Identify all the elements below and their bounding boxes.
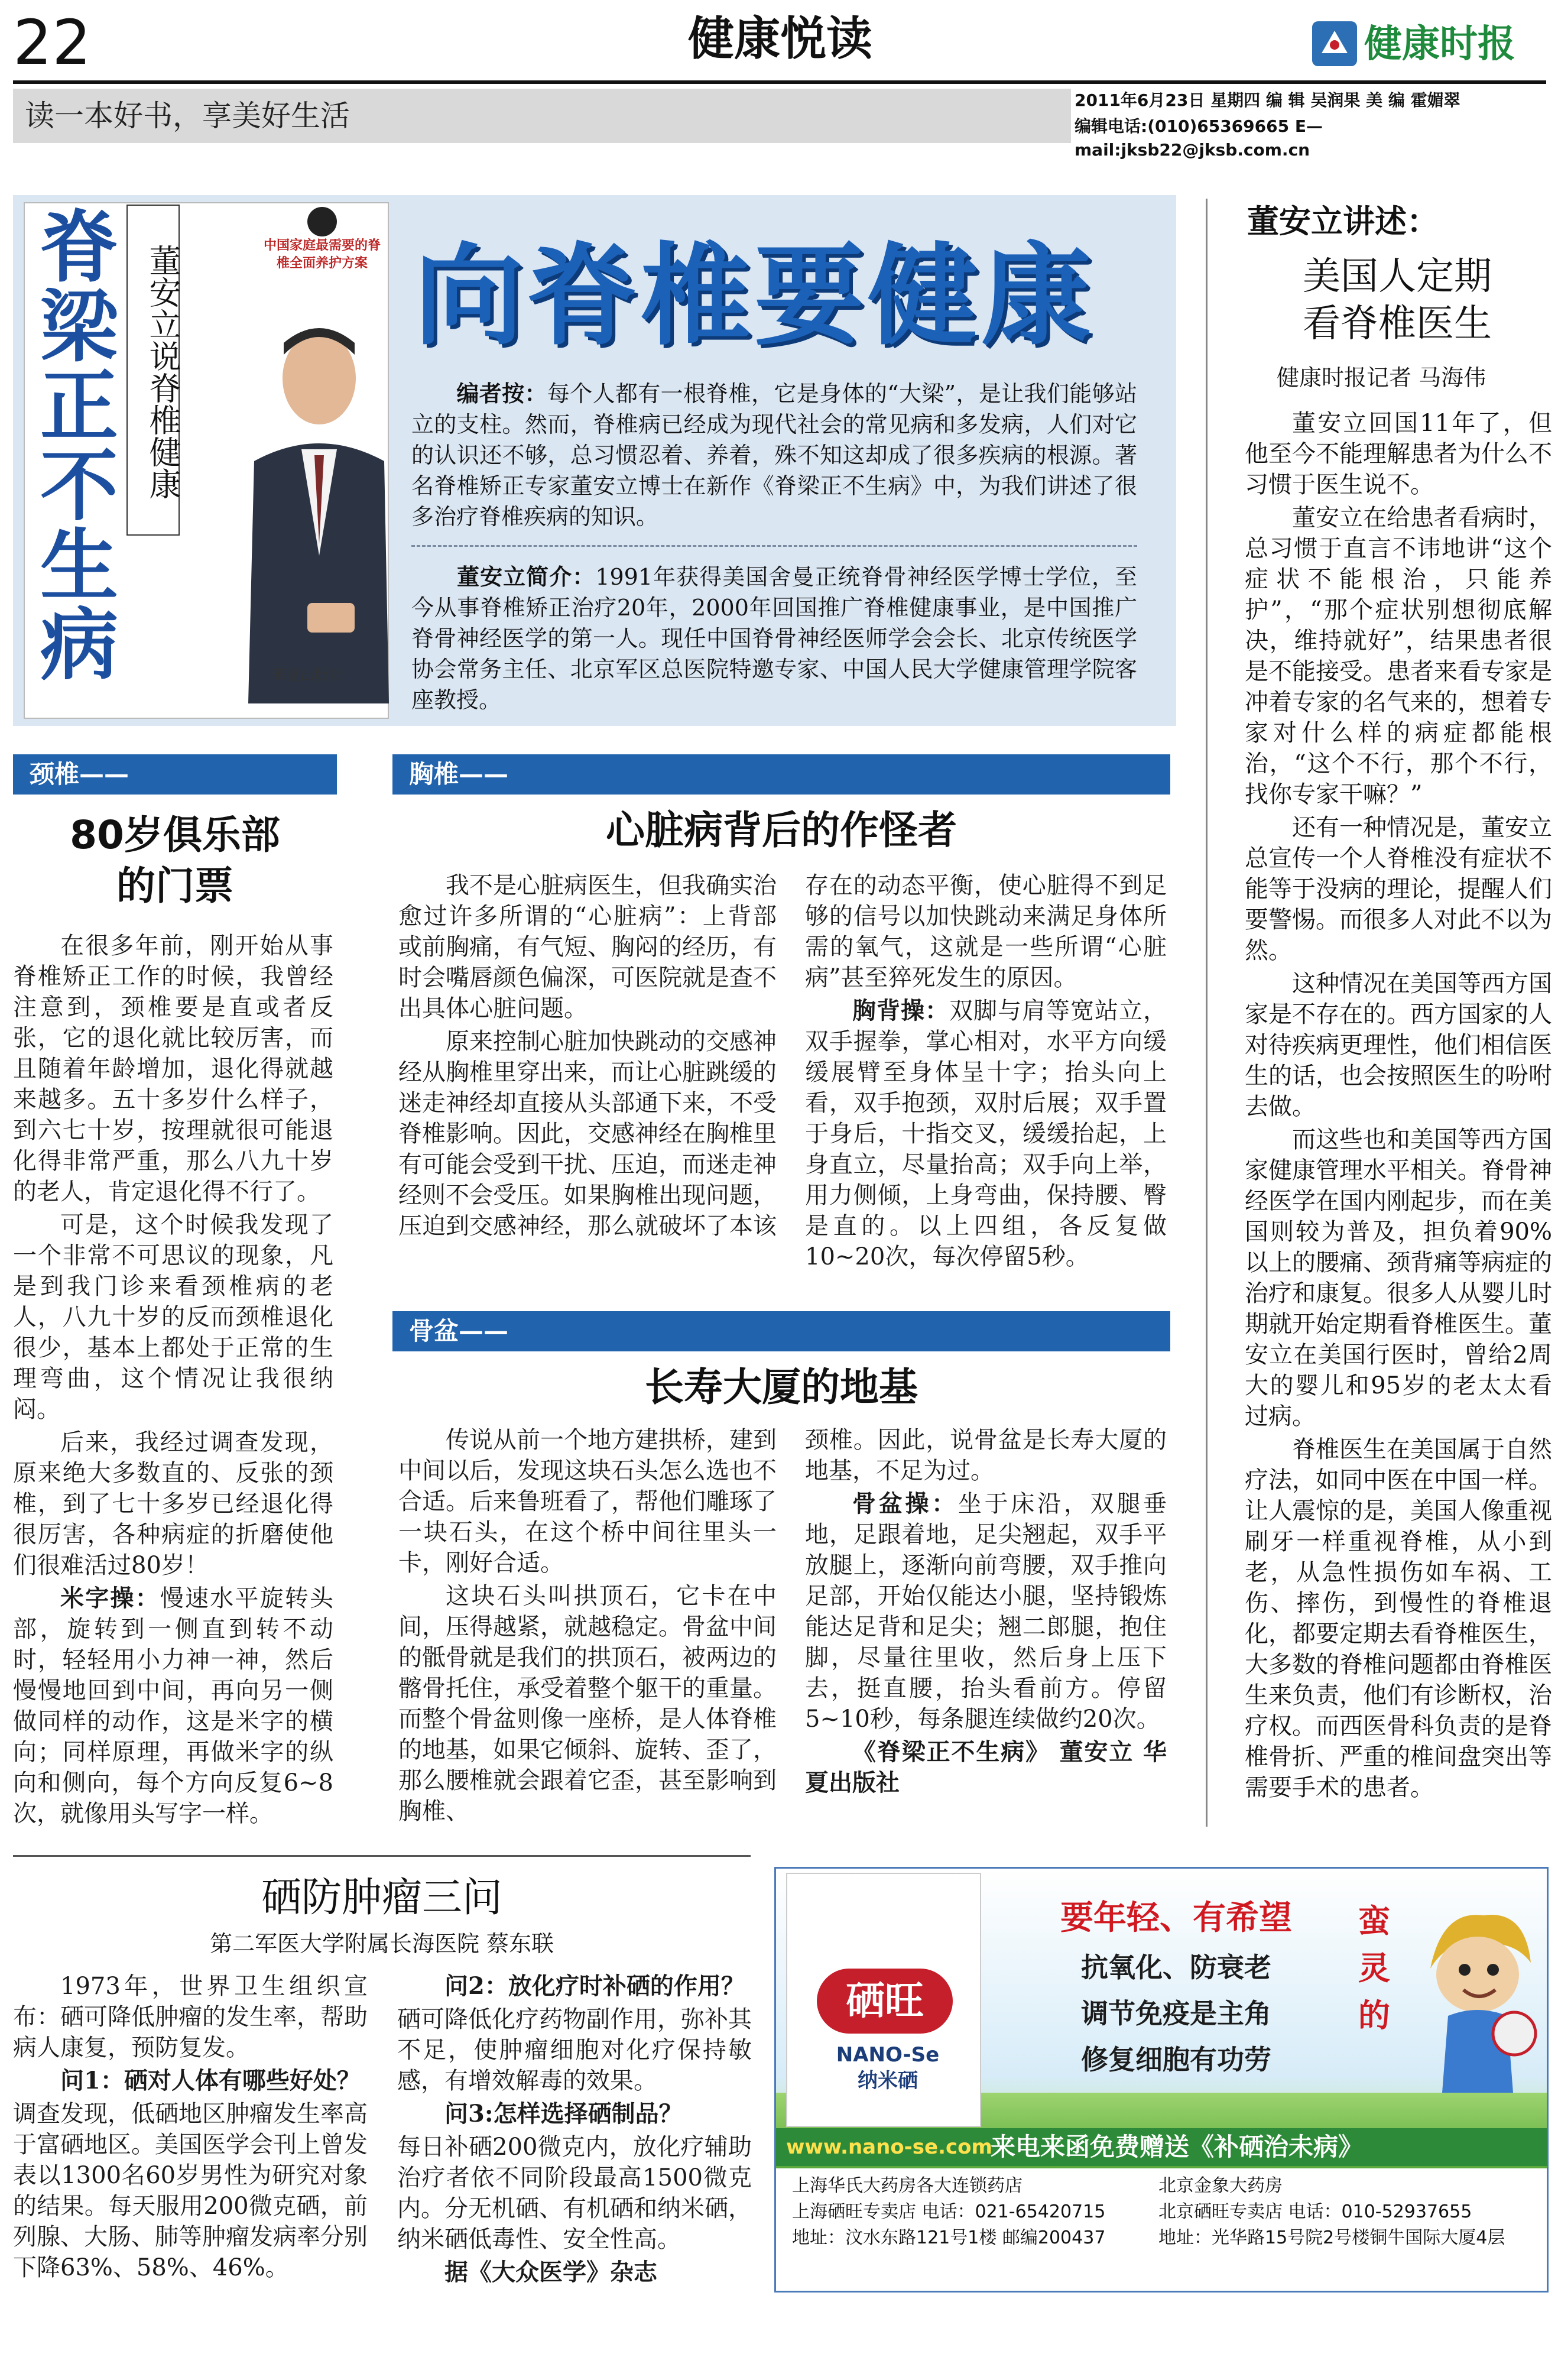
selenium-article-title: 硒防肿瘤三问 — [261, 1875, 502, 1921]
paragraph: 颈椎。因此，说骨盆是长寿大厦的地基，不足为过。 — [805, 1426, 1167, 1484]
author-bio-text: 1991年获得美国舍曼正统脊骨神经医学博士学位，至今从事脊椎矫正治疗20年，2000年回国推广脊椎健康事业，是中国推广脊骨神经医学的第一人。现任中国脊骨神经医师学会会长、北京传统医学协会常务主任、北京军区总医院特邀专家、中国人民大学健康管理学院客座教授。 — [411, 564, 1137, 713]
pelvis-article-col2 — [805, 1425, 1167, 1801]
neck-article-body — [13, 930, 333, 1831]
paragraph: 脊椎医生在美国属于自然疗法，如同中医在中国一样。让人震惊的是，美国人像重视刷牙一样重视脊椎，从小到老，从急性损伤如车祸、工伤、摔伤，到慢性的脊椎退化，都要定期去看脊椎医生，大多数的脊椎问题都由脊椎医生来负责，他们有诊断权，治疗权。而西医骨科负责的是脊椎骨折、严重的椎间盘突出等需要手术的患者。 — [1245, 1436, 1552, 1801]
store-line: 北京硒旺专卖店 电话：010-52937655 — [1158, 2201, 1472, 2222]
right-article-kicker: 董安立讲述： — [1247, 203, 1439, 240]
paragraph: 董安立回国11年了，但他至今不能理解患者为什么不习惯于医生说不。 — [1245, 410, 1552, 498]
ad-promo-text: 来电来函免费赠送《补硒治未病》 — [991, 2132, 1364, 2161]
title-line: 的门票 — [116, 863, 233, 909]
paragraph: 原来控制心脏加快跳动的交感神经从胸椎里穿出来，而让心脏跳缓的迷走神经却直接从头部通下来，不受脊椎影响。因此，交感神经在胸椎里有可能会受到干扰、压迫，而迷走神经则不会受压。如果胸椎出现问题，压迫到交感神经，那么就破坏了本该 — [398, 1028, 777, 1240]
header-rule — [13, 80, 1546, 84]
store-line: 上海华氏大药房各大连锁药店 — [792, 2175, 1023, 2196]
right-article-body — [1245, 408, 1552, 1805]
answer: 硒可降低化疗药物副作用，弥补其不足，使肿瘤细胞对化疗保持敏感，有增效解毒的效果。 — [397, 2006, 752, 2094]
editor-note — [411, 378, 1137, 532]
exercise-label: 米字操： — [60, 1584, 160, 1612]
selenium-col1 — [13, 1971, 368, 2285]
exercise-label: 胸背操： — [852, 997, 949, 1024]
book-title-char: 梁 — [40, 281, 118, 373]
ad-vertical-slogan: 蛮灵的 — [1358, 1902, 1390, 2034]
paragraph: 而这些也和美国等西方国家健康管理水平相关。脊骨神经医学在国内刚起步，而在美国则较为普及，担负着90%以上的腰痛、颈背痛等病症的治疗和康复。很多人从婴儿时期就开始定期看脊椎医生。董安立在美国行医时，曾给2周大的婴儿和95岁的老太太看过病。 — [1245, 1126, 1552, 1430]
author-portrait — [236, 307, 390, 703]
title-line: 80岁俱乐部 — [70, 812, 280, 858]
book-title-vertical — [32, 202, 126, 708]
book-title-char: 生 — [40, 520, 118, 612]
exercise-text: 坐于床沿，双腿垂地，足跟着地，足尖翘起，双手平放腿上，逐渐向前弯腰，双手推向足部，开始仅能达小腿，坚持锻炼能达足背和足尖；翘二郎腿，抱住脚，尽量往里收，然后身上压下去，挺直腰，抬头看前方。停留5~10秒，每条腿连续做约20次。 — [805, 1490, 1167, 1733]
pelvis-exercise — [805, 1489, 1167, 1734]
question: 问2：放化疗时补硒的作用？ — [444, 1972, 745, 2000]
editor-note-text: 每个人都有一根脊椎，它是身体的“大梁”，是让我们能够站立的支柱。然而，脊椎病已经成为现代社会的常见病和多发病，人们对它的认识还不够，总习惯忍着、养着，殊不知这却成了很多疾病的根源。著名脊椎矫正专家董安立博士在新作《脊梁正不生病》中，为我们讲述了很多治疗脊椎疾病的知识。 — [411, 381, 1137, 530]
book-title-char: 脊 — [40, 202, 118, 293]
section-rule — [13, 1855, 751, 1857]
paragraph: 存在的动态平衡，使心脏得不到足够的信号以加快跳动来满足身体所需的氧气，这就是一些所谓“心脏病”甚至猝死发生的原因。 — [805, 872, 1167, 991]
article-source: 《脊梁正不生病》 董安立 华夏出版社 — [805, 1738, 1167, 1797]
ad-headline: 要年轻、有希望 — [1060, 1899, 1292, 1937]
selenium-col2 — [397, 1971, 752, 2290]
pelvis-article-title: 长寿大厦的地基 — [645, 1364, 918, 1410]
book-publisher: 華夏出版社 — [272, 667, 343, 683]
book-tagline: 中国家庭最需要的脊椎全面养护方案 — [263, 238, 381, 271]
chest-article-col1 — [398, 870, 777, 1244]
question: 问3:怎样选择硒制品？ — [444, 2100, 683, 2128]
exercise-text: 双脚与肩等宽站立，双手握拳，掌心相对，水平方向缓缓展臂至身体呈十字；抬头向上看，双手抱颈，双肘后展；双手置于身后，十指交叉，缓缓抬起，上身直立，尽量抬高；双手向上举，用力侧倾，上身弯曲，保持腰、臀是直的。以上四组，各反复做10~20次，每次停留5秒。 — [805, 997, 1167, 1270]
paragraph: 董安立在给患者看病时，总习惯于直言不讳地讲“这个症状不能根治，只能养护”，“那个症状别想彻底解决，维持就好”，结果患者很是不能接受。患者来看专家是冲着专家的名气来的，想着专家对什么样的病症都能根治，“这个不行，那个不行，找你专家干嘛？” — [1245, 504, 1552, 808]
answer: 调查发现，低硒地区肿瘤发生率高于富硒地区。美国医学会刊上曾发表以1300名60岁男性为研究对象的结果。每天服用200微克硒，前列腺、大肠、肺等肿瘤发病率分别下降63%、58%、46%。 — [13, 2100, 368, 2281]
neck-article-title — [13, 810, 337, 912]
right-article-byline: 健康时报记者 马海伟 — [1277, 365, 1486, 391]
chest-article-title: 心脏病背后的作怪者 — [606, 808, 957, 853]
ad-store-beijing — [1158, 2173, 1543, 2251]
right-article-title-line: 看脊椎医生 — [1303, 302, 1492, 346]
logo-text: 健康时报 — [1364, 22, 1515, 66]
question: 问1：硒对人体有哪些好处？ — [60, 2067, 361, 2094]
ad-mascot-icon — [1407, 1898, 1543, 2093]
ad-store-shanghai — [792, 2173, 1158, 2251]
paragraph: 这块石头叫拱顶石，它卡在中间，压得越紧，就越稳定。骨盆中间的骶骨就是我们的拱顶石，被两边的髂骨托住，承受着整个躯干的重量。而整个骨盆则像一座桥，是人体脊椎的地基，如果它倾斜、旋转、歪了，那么腰椎就会跟着它歪，甚至影响到胸椎、 — [398, 1583, 777, 1825]
store-line: 地址：光华路15号院2号楼铜牛国际大厦4层 — [1158, 2227, 1505, 2248]
author-bio-label: 董安立简介： — [456, 563, 596, 590]
exercise-label: 骨盆操： — [852, 1490, 958, 1518]
pelvis-article-col1 — [398, 1425, 777, 1829]
ad-brand-latin: NANO-Se — [836, 2043, 940, 2067]
store-line: 北京金象大药房 — [1158, 2175, 1283, 2196]
page-number: 22 — [13, 7, 92, 79]
ad-brand-cn: 纳米硒 — [858, 2069, 918, 2093]
issue-meta: 2011年6月23日 星期四 编 辑 吴润果 美 编 霍媚翠 — [1075, 90, 1460, 110]
paragraph: 可是，这个时候我发现了一个非常不可思议的现象，凡是到我门诊来看颈椎病的老人，八九十岁的反而颈椎退化很少，基本上都处于正常的生理弯曲，这个情况让我很纳闷。 — [13, 1211, 333, 1423]
section-label-chest: 胸椎—— — [392, 754, 1170, 795]
paragraph: 1973年，世界卫生组织宣布：硒可降低肿瘤的发生率，帮助病人康复，预防复发。 — [13, 1973, 368, 2061]
section-label-neck: 颈椎—— — [13, 754, 337, 795]
exercise-text: 慢速水平旋转头部，旋转到一侧直到转不动时，轻轻用小力神一神，然后慢慢地回到中间，再向另一侧做同样的动作，这是米字的横向；同样原理，再做米字的纵向和侧向，每个方向反复6~8次，就像用头写字一样。 — [13, 1585, 334, 1827]
editor-note-label: 编者按： — [456, 380, 547, 407]
ad-brand-logo: 硒旺 — [817, 1969, 953, 2034]
ad-benefit: 修复细胞有功劳 — [1081, 2044, 1271, 2076]
ad-url-link[interactable]: www.nano-se.com — [786, 2135, 992, 2159]
chest-exercise — [805, 996, 1167, 1272]
section-title: 健康悦读 — [687, 12, 872, 66]
paragraph: 我不是心脏病医生，但我确实治愈过许多所谓的“心脏病”：上背部或前胸痛，有气短、胸闷的经历，有时会嘴唇颜色偏深，可医院就是查不出具体心脏问题。 — [398, 872, 777, 1022]
paragraph: 这种情况在美国等西方国家是不存在的。西方国家的人对待疾病更理性，他们相信医生的话，也会按照医生的吩咐去做。 — [1245, 970, 1552, 1120]
paragraph: 后来，我经过调查发现，原来绝大多数直的、反张的颈椎，到了七十多岁已经退化得很厉害，各种病症的折磨使他们很难活过80岁！ — [13, 1429, 333, 1579]
answer: 每日补硒200微克内，放化疗辅助治疗者依不同阶段最高1500微克内。分无机硒、有机硒和纳米硒，纳米硒低毒性、安全性高。 — [397, 2133, 752, 2253]
ad-benefit: 抗氧化、防衰老 — [1081, 1951, 1271, 1983]
right-article-title-line: 美国人定期 — [1303, 255, 1492, 299]
paragraph: 还有一种情况是，董安立总宣传一个人脊椎没有症状不能等于没病的理论，提醒人们要警惕。而很多人对此不以为然。 — [1245, 814, 1552, 964]
ad-brand-sub — [817, 2042, 959, 2094]
neck-exercise — [13, 1583, 333, 1829]
selenium-article-byline: 第二军医大学附属长海医院 蔡东联 — [209, 1931, 554, 1957]
contact-meta: 编辑电话:(010)65369665 E—mail:jksb22@jksb.com.cn — [1075, 116, 1323, 160]
store-line: 上海硒旺专卖店 电话：021-65420715 — [792, 2201, 1106, 2222]
paragraph: 传说从前一个地方建拱桥，建到中间以后，发现这块石头怎么选也不合适。后来鲁班看了，帮他们雕琢了一块石头，在这个桥中间往里头一卡，刚好合适。 — [398, 1426, 777, 1577]
publisher-logo-icon — [307, 207, 337, 236]
chest-article-col2 — [805, 870, 1167, 1275]
book-title-char: 病 — [40, 600, 118, 692]
section-label-pelvis: 骨盆—— — [392, 1311, 1170, 1351]
author-bio — [411, 562, 1137, 715]
book-title-char: 正 — [40, 361, 118, 453]
slogan: 读一本好书，享美好生活 — [25, 99, 350, 133]
store-line: 地址：汶水东路121号1楼 邮编200437 — [792, 2227, 1106, 2248]
right-article-title — [1246, 253, 1549, 348]
column-rule — [1206, 199, 1208, 1827]
article-source: 据《大众医学》杂志 — [444, 2258, 657, 2286]
newspaper-logo[interactable] — [1311, 18, 1547, 71]
book-title-char: 不 — [40, 440, 118, 532]
book-subtitle: 董安立说脊椎健康 — [126, 205, 180, 536]
ad-benefit: 调节免疫是主角 — [1081, 1998, 1271, 2029]
feature-divider — [411, 545, 1137, 547]
paragraph: 在很多年前，刚开始从事脊椎矫正工作的时候，我曾经注意到，颈椎要是直或者反张，它的退化就比较厉害，而且随着年龄增加，退化得就越来越多。五十多岁什么样子，到六七十岁，按理就很可能退化得非常严重，那么八九十岁的老人，肯定退化得不行了。 — [13, 932, 333, 1205]
feature-headline: 向脊椎要健康 — [414, 232, 1095, 360]
